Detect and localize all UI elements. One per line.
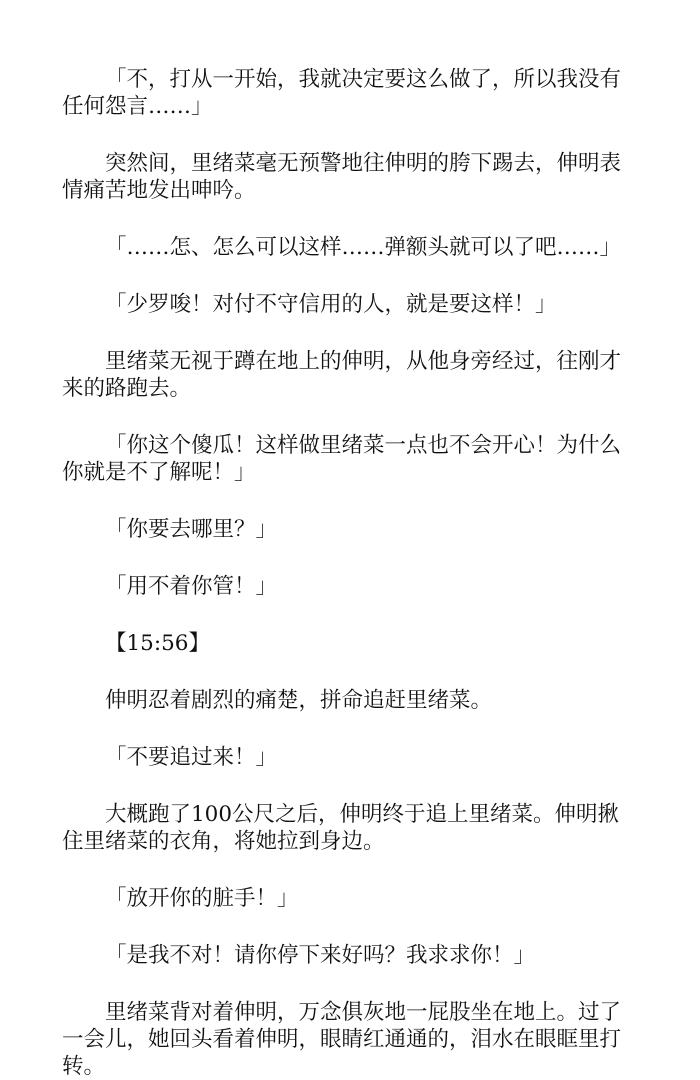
paragraph-6: 「你这个傻瓜！这样做里绪菜一点也不会开心！为什么你就是不了解呢！」 [62,433,622,485]
paragraph-12: 大概跑了100公尺之后，伸明终于追上里绪菜。伸明揪住里绪菜的衣角，将她拉到身边。 [62,802,620,854]
paragraph-11: 「不要追过来！」 [105,745,278,770]
paragraph-8: 「用不着你管！」 [105,574,278,599]
paragraph-4: 「少罗唆！对付不守信用的人，就是要这样！」 [105,292,557,317]
paragraph-14: 「是我不对！请你停下来好吗？我求求你！」 [105,943,536,968]
paragraph-5: 里绪菜无视于蹲在地上的伸明，从他身旁经过，往刚才来的路跑去。 [62,349,622,401]
paragraph-10: 伸明忍着剧烈的痛楚，拼命追赶里绪菜。 [105,688,493,713]
paragraph-15: 里绪菜背对着伸明，万念俱灰地一屁股坐在地上。过了一会儿，她回头看着伸明，眼睛红通通的，泪水在眼眶里打转。 [62,1000,622,1079]
paragraph-3: 「……怎、怎么可以这样……弹额头就可以了吧……」 [105,235,622,260]
paragraph-13: 「放开你的脏手！」 [105,886,299,911]
timestamp-heading: 【15:56】 [105,631,210,656]
paragraph-1: 「不，打从一开始，我就决定要这么做了，所以我没有任何怨言……」 [62,67,622,119]
paragraph-7: 「你要去哪里？」 [105,517,278,542]
paragraph-2: 突然间，里绪菜毫无预警地往伸明的胯下踢去，伸明表情痛苦地发出呻吟。 [62,151,622,203]
